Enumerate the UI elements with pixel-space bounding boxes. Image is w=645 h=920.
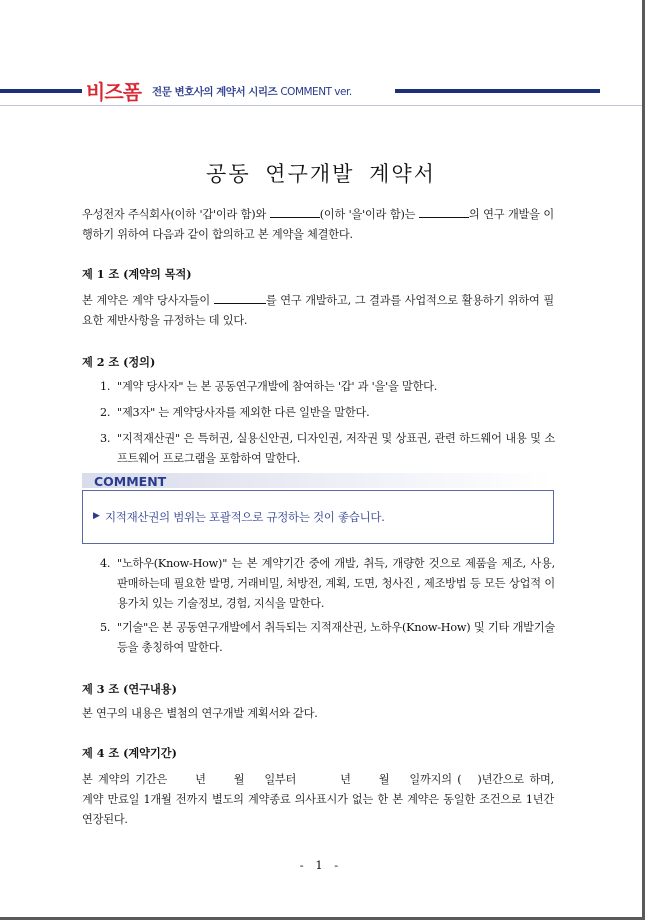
intro-part3: 의 연구 개발을 이행하기 위하여 다음과 같이 합의하고 본 계약을 체결한다. — [82, 208, 555, 241]
document-title: 공동 연구개발 계약서 — [206, 162, 436, 186]
item-text: "계약 당사자" 는 본 공동연구개발에 참여하는 '갑' 과 '을'을 말한다. — [117, 380, 438, 393]
brand-logo: 비즈폼 — [86, 80, 141, 104]
comment-text: 지적재산권의 범위는 포괄적으로 규정하는 것이 좋습니다. — [105, 510, 385, 524]
definition-item-4 — [100, 554, 555, 614]
article3-paragraph: 본 연구의 내용은 별첨의 연구개발 계획서와 같다. — [82, 707, 318, 720]
term-start-label: 본 계약의 기간은 — [82, 773, 168, 786]
start-day-label: 일부터 — [264, 773, 297, 786]
start-month-label: 월 — [233, 773, 245, 786]
header-bar-left — [0, 89, 82, 93]
item-number: 1. — [100, 380, 111, 393]
blank-subject[interactable] — [419, 207, 469, 218]
article3-heading: 제 3 조 (연구내용) — [82, 682, 177, 696]
intro-part1: 우성전자 주식회사(이하 '갑'이라 함)와 — [82, 208, 267, 221]
blank-party-b[interactable] — [270, 207, 320, 218]
article2-heading: 제 2 조 (정의) — [82, 355, 156, 369]
article4-paragraph — [82, 770, 554, 830]
triangle-right-icon: ▶ — [93, 511, 100, 521]
item-text: "제3자" 는 계약당사자를 제외한 다른 일반을 말한다. — [117, 406, 370, 419]
blank-research-subject[interactable] — [214, 293, 266, 304]
page-number: - 1 - — [299, 858, 343, 872]
end-month-label: 월 — [378, 773, 390, 786]
comment-title: COMMENT — [94, 474, 167, 489]
item-number: 5. — [100, 621, 111, 634]
end-day-label: 일까지의 ( — [409, 773, 462, 786]
header-bar-right — [395, 89, 600, 93]
term-extension-text: 하며, 계약 만료일 1개월 전까지 별도의 계약종료 의사표시가 없는 한 본 계약은 동일한 조건으로 1년간 연장된다. — [82, 773, 555, 826]
intro-part2: (이하 '을'이라 함)는 — [319, 208, 416, 221]
article1-part2: 를 연구 개발하고, 그 결과를 사업적으로 활용하기 위하여 필요한 제반사항을 규정하는 데 있다. — [82, 294, 555, 327]
start-year-label: 년 — [195, 773, 206, 786]
series-label — [152, 84, 352, 99]
end-year-label: 년 — [340, 773, 351, 786]
definition-item-2 — [100, 403, 555, 423]
article4-heading: 제 4 조 (계약기간) — [82, 746, 177, 760]
item-text: "지적재산권" 은 특허권, 실용신안권, 디자인권, 저작권 및 상표권, 관련 하드웨어 내용 및 소프트웨어 프로그램을 포함하여 말한다. — [117, 432, 555, 465]
article1-heading: 제 1 조 (계약의 목적) — [82, 267, 192, 281]
term-years-label: )년간으로 — [477, 773, 524, 786]
item-number: 2. — [100, 406, 111, 419]
version-label: COMMENT ver. — [280, 86, 352, 98]
item-number: 4. — [100, 557, 111, 570]
comment-box — [82, 490, 554, 544]
intro-paragraph — [82, 205, 554, 245]
item-number: 3. — [100, 432, 111, 445]
article1-paragraph — [82, 291, 554, 331]
definition-item-1 — [100, 377, 555, 397]
series-name: 전문 변호사의 계약서 시리즈 — [152, 86, 278, 98]
item-text: "노하우(Know-How)" 는 본 계약기간 중에 개발, 취득, 개량한 것으로 제품을 제조, 사용, 판매하는데 필요한 발명, 거래비밀, 처방전, 계획, 도면, 청사진 , 제조방법 등 모든 상업적 이용가치 있는 기술정보, 경험, 지식을 말한다. — [117, 557, 555, 610]
header-rule — [0, 105, 642, 106]
definition-item-5 — [100, 618, 555, 658]
article1-part1: 본 계약은 계약 당사자들이 — [82, 294, 211, 307]
item-text: "기술"은 본 공동연구개발에서 취득되는 지적재산권, 노하우(Know-How) 및 기타 개발기술 등을 총칭하여 말한다. — [117, 621, 555, 654]
document-header — [0, 78, 600, 104]
definition-item-3 — [100, 429, 555, 469]
